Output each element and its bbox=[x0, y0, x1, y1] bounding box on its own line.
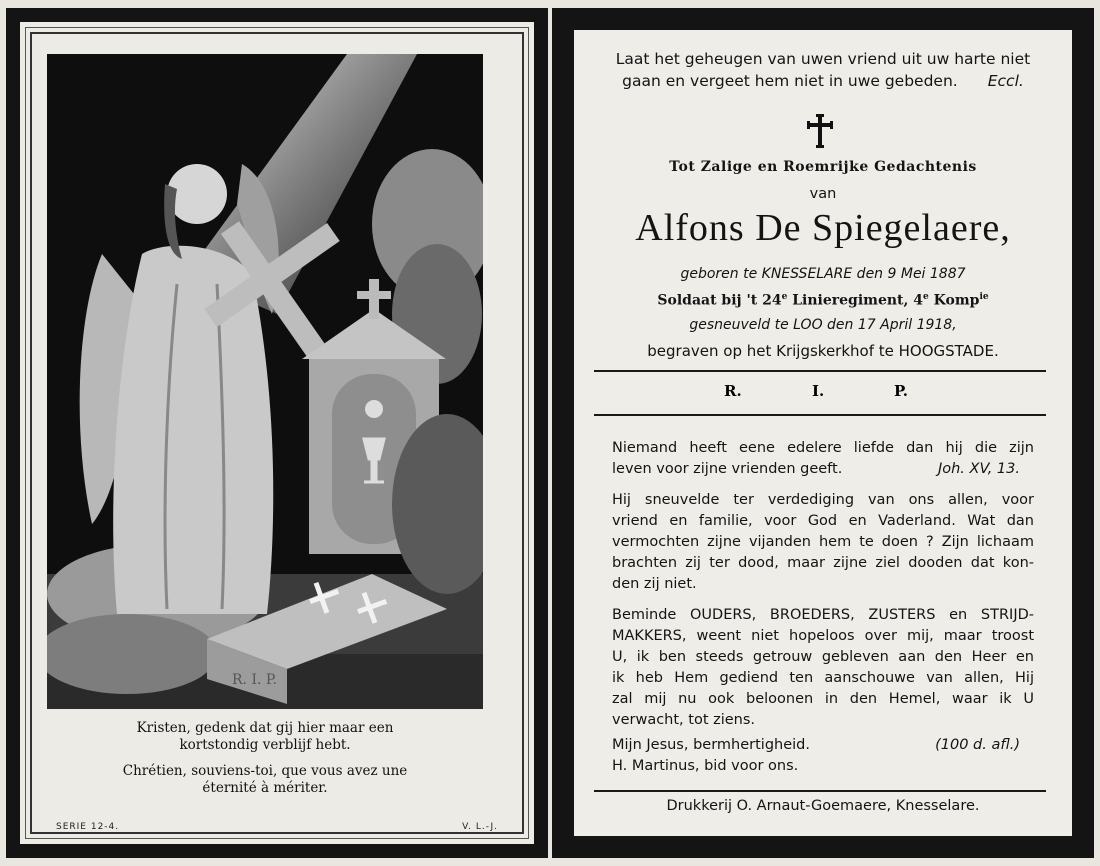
van-label: van bbox=[809, 186, 837, 202]
deceased-name: Alfons De Spiegelaere, bbox=[635, 207, 1011, 249]
burial-line: begraven op het Krijgskerkhof te HOOGSTADE. bbox=[647, 342, 999, 360]
text-line: MAKKERS, weent niet hopeloos over mij, maar troost bbox=[612, 628, 1034, 644]
caption-dutch-line-2: kortstondig verblijf hebt. bbox=[179, 737, 351, 753]
quote-source: Eccl. bbox=[987, 72, 1024, 90]
gospel-reference: Joh. XV, 13. bbox=[937, 461, 1020, 477]
cross-icon bbox=[807, 114, 833, 148]
prayer-caption bbox=[47, 716, 483, 812]
text-line: Hij sneuvelde ter verdediging van ons allen, voor bbox=[612, 492, 1034, 508]
scripture-quote bbox=[574, 48, 1072, 92]
text-line: den zij niet. bbox=[612, 576, 697, 592]
death-line: gesneuveld te LOO den 17 April 1918, bbox=[689, 317, 957, 333]
paragraph-farewell bbox=[612, 605, 1034, 731]
quote-line-1: Laat het geheugen van uwen vriend uit uw harte niet bbox=[615, 50, 1031, 68]
text-line: leven voor zijne vrienden geeft. bbox=[612, 461, 843, 477]
caption-french-line-2: éternité à mériter. bbox=[202, 780, 328, 796]
card-paper bbox=[20, 22, 534, 844]
prayer-martinus: H. Martinus, bid voor ons. bbox=[612, 758, 799, 774]
text-line: Beminde OUDERS, BROEDERS, ZUSTERS en STRIJD- bbox=[612, 607, 1034, 623]
military-unit-line: Soldaat bij 't 24e Linieregiment, 4e Komp$^{ie}$ bbox=[657, 292, 989, 309]
divider bbox=[594, 370, 1046, 372]
paragraph-sacrifice bbox=[612, 490, 1034, 595]
tomb-inscription: R. I. P. bbox=[232, 672, 277, 688]
angel-engraving bbox=[47, 54, 483, 709]
memoriam-heading: Tot Zalige en Roemrijke Gedachtenis bbox=[669, 159, 977, 175]
text-line: U, ik ben steeds getrouw gebleven aan den Heer en bbox=[612, 649, 1034, 665]
text-line: Niemand heeft eene edelere liefde dan hij die zijn bbox=[612, 440, 1034, 456]
text-line: vermochten zijne vijanden hem te doen ? Zijn lichaam bbox=[612, 534, 1034, 550]
text-line: brachten zij ter dood, maar zijne ziel dooden dat kon- bbox=[612, 555, 1034, 571]
text-line: vriend en familie, voor God en Vaderland. Wat dan bbox=[612, 513, 1034, 529]
indulgence-note: (100 d. afl.) bbox=[935, 737, 1020, 753]
caption-dutch-line-1: Kristen, gedenk dat gij hier maar een bbox=[136, 720, 394, 736]
printer-credit: Drukkerij O. Arnaut-Goemaere, Knesselare. bbox=[666, 798, 980, 814]
quote-line-2: gaan en vergeet hem niet in uwe gebeden. bbox=[622, 72, 958, 90]
rip-p: P. bbox=[894, 382, 909, 400]
text-line: verwacht, tot ziens. bbox=[612, 712, 756, 728]
caption-french-line-1: Chrétien, souviens-toi, que vous avez une bbox=[122, 763, 408, 779]
holy-card-front bbox=[6, 8, 548, 858]
rip-r: R. bbox=[724, 382, 742, 400]
paragraph-gospel bbox=[612, 438, 1034, 480]
divider bbox=[594, 414, 1046, 416]
publisher-mark: V. L.-J. bbox=[462, 822, 498, 832]
paragraph-prayers bbox=[612, 735, 1034, 777]
angel-at-grave-illustration bbox=[47, 54, 483, 709]
birth-line: geboren te KNESSELARE den 9 Mei 1887 bbox=[680, 266, 966, 282]
text-line: ik heb Hem gediend ten aanschouwe van allen, Hij bbox=[612, 670, 1034, 686]
series-number: SERIE 12-4. bbox=[56, 822, 120, 832]
divider bbox=[594, 790, 1046, 792]
holy-card-back bbox=[552, 8, 1094, 858]
text-line: zal mij nu ook beloonen in den Hemel, waar ik U bbox=[612, 691, 1034, 707]
rip-i: I. bbox=[812, 382, 825, 400]
prayer-jesus: Mijn Jesus, bermhertigheid. bbox=[612, 737, 810, 753]
memorial-text-panel bbox=[574, 30, 1072, 836]
